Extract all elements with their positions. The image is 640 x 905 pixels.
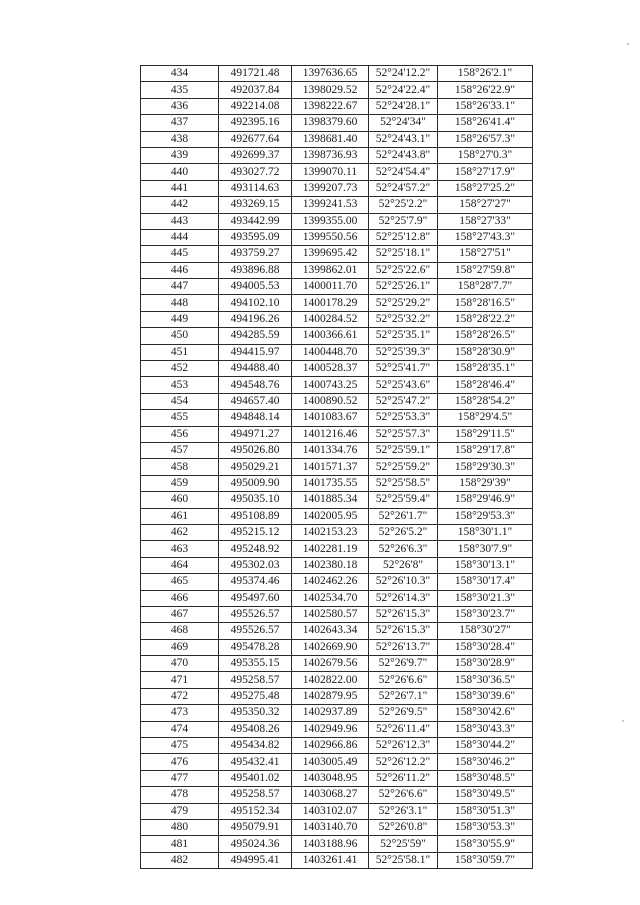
point-number-cell: 464: [141, 557, 219, 573]
latitude-cell: 52°26'0.8": [369, 819, 438, 835]
latitude-cell: 52°26'5.2": [369, 524, 438, 540]
x-coordinate-cell: 494995.41: [219, 852, 292, 868]
table-row: [141, 377, 533, 393]
y-coordinate-cell: 1398029.52: [292, 82, 369, 98]
longitude-cell: 158°27'51": [438, 246, 533, 262]
x-coordinate-cell: 495108.89: [219, 508, 292, 524]
y-coordinate-cell: 1400284.52: [292, 311, 369, 327]
point-number-cell: 448: [141, 295, 219, 311]
table-row: [141, 787, 533, 803]
y-coordinate-cell: 1400448.70: [292, 344, 369, 360]
point-number-cell: 465: [141, 574, 219, 590]
table-row: [141, 197, 533, 213]
y-coordinate-cell: 1400890.52: [292, 393, 369, 409]
point-number-cell: 445: [141, 246, 219, 262]
point-number-cell: 457: [141, 442, 219, 458]
x-coordinate-cell: 495478.28: [219, 639, 292, 655]
y-coordinate-cell: 1401571.37: [292, 459, 369, 475]
coordinates-table: [140, 65, 533, 869]
table-row: [141, 82, 533, 98]
y-coordinate-cell: 1400178.29: [292, 295, 369, 311]
table-row: [141, 115, 533, 131]
y-coordinate-cell: 1399695.42: [292, 246, 369, 262]
table-row: [141, 738, 533, 754]
y-coordinate-cell: 1399207.73: [292, 180, 369, 196]
longitude-cell: 158°30'43.3": [438, 721, 533, 737]
latitude-cell: 52°26'3.1": [369, 803, 438, 819]
point-number-cell: 476: [141, 754, 219, 770]
table-row: [141, 852, 533, 868]
latitude-cell: 52°26'7.1": [369, 688, 438, 704]
y-coordinate-cell: 1401083.67: [292, 410, 369, 426]
y-coordinate-cell: 1402380.18: [292, 557, 369, 573]
table-row: [141, 606, 533, 622]
latitude-cell: 52°26'14.3": [369, 590, 438, 606]
y-coordinate-cell: 1402966.86: [292, 738, 369, 754]
point-number-cell: 468: [141, 623, 219, 639]
y-coordinate-cell: 1399355.00: [292, 213, 369, 229]
latitude-cell: 52°24'43.1": [369, 131, 438, 147]
x-coordinate-cell: 495374.46: [219, 574, 292, 590]
y-coordinate-cell: 1398222.67: [292, 98, 369, 114]
table-row: [141, 672, 533, 688]
latitude-cell: 52°26'15.3": [369, 623, 438, 639]
latitude-cell: 52°26'15.3": [369, 606, 438, 622]
x-coordinate-cell: 494285.59: [219, 328, 292, 344]
y-coordinate-cell: 1403188.96: [292, 836, 369, 852]
point-number-cell: 481: [141, 836, 219, 852]
point-number-cell: 444: [141, 229, 219, 245]
point-number-cell: 467: [141, 606, 219, 622]
latitude-cell: 52°26'13.7": [369, 639, 438, 655]
latitude-cell: 52°25'47.2": [369, 393, 438, 409]
point-number-cell: 453: [141, 377, 219, 393]
longitude-cell: 158°30'49.5": [438, 787, 533, 803]
latitude-cell: 52°24'43.8": [369, 147, 438, 163]
latitude-cell: 52°26'6.6": [369, 672, 438, 688]
longitude-cell: 158°30'23.7": [438, 606, 533, 622]
longitude-cell: 158°27'43.3": [438, 229, 533, 245]
longitude-cell: 158°30'39.6": [438, 688, 533, 704]
x-coordinate-cell: 495526.57: [219, 623, 292, 639]
y-coordinate-cell: 1399862.01: [292, 262, 369, 278]
latitude-cell: 52°25'29.2": [369, 295, 438, 311]
longitude-cell: 158°28'46.4": [438, 377, 533, 393]
point-number-cell: 443: [141, 213, 219, 229]
table-row: [141, 459, 533, 475]
latitude-cell: 52°25'59.2": [369, 459, 438, 475]
point-number-cell: 477: [141, 770, 219, 786]
point-number-cell: 480: [141, 819, 219, 835]
x-coordinate-cell: 493027.72: [219, 164, 292, 180]
y-coordinate-cell: 1401334.76: [292, 442, 369, 458]
latitude-cell: 52°26'9.5": [369, 705, 438, 721]
x-coordinate-cell: 493759.27: [219, 246, 292, 262]
longitude-cell: 158°30'59.7": [438, 852, 533, 868]
y-coordinate-cell: 1403261.41: [292, 852, 369, 868]
point-number-cell: 469: [141, 639, 219, 655]
y-coordinate-cell: 1402153.23: [292, 524, 369, 540]
y-coordinate-cell: 1400528.37: [292, 361, 369, 377]
y-coordinate-cell: 1400743.25: [292, 377, 369, 393]
x-coordinate-cell: 494657.40: [219, 393, 292, 409]
longitude-cell: 158°27'27": [438, 197, 533, 213]
latitude-cell: 52°25'41.7": [369, 361, 438, 377]
longitude-cell: 158°30'17.4": [438, 574, 533, 590]
x-coordinate-cell: 494005.53: [219, 279, 292, 295]
x-coordinate-cell: 494415.97: [219, 344, 292, 360]
x-coordinate-cell: 494488.40: [219, 361, 292, 377]
table-row: [141, 819, 533, 835]
point-number-cell: 478: [141, 787, 219, 803]
y-coordinate-cell: 1399241.53: [292, 197, 369, 213]
latitude-cell: 52°24'57.2": [369, 180, 438, 196]
table-row: [141, 393, 533, 409]
latitude-cell: 52°25'59.4": [369, 492, 438, 508]
y-coordinate-cell: 1402005.95: [292, 508, 369, 524]
table-row: [141, 721, 533, 737]
y-coordinate-cell: 1402949.96: [292, 721, 369, 737]
longitude-cell: 158°30'42.6": [438, 705, 533, 721]
point-number-cell: 458: [141, 459, 219, 475]
table-row: [141, 131, 533, 147]
table-row: [141, 246, 533, 262]
longitude-cell: 158°27'0.3": [438, 147, 533, 163]
table-row: [141, 705, 533, 721]
point-number-cell: 435: [141, 82, 219, 98]
longitude-cell: 158°30'48.5": [438, 770, 533, 786]
table-row: [141, 639, 533, 655]
longitude-cell: 158°28'22.2": [438, 311, 533, 327]
point-number-cell: 459: [141, 475, 219, 491]
x-coordinate-cell: 492677.64: [219, 131, 292, 147]
x-coordinate-cell: 492395.16: [219, 115, 292, 131]
point-number-cell: 454: [141, 393, 219, 409]
latitude-cell: 52°24'22.4": [369, 82, 438, 98]
y-coordinate-cell: 1398736.93: [292, 147, 369, 163]
x-coordinate-cell: 493896.88: [219, 262, 292, 278]
y-coordinate-cell: 1403068.27: [292, 787, 369, 803]
latitude-cell: 52°25'26.1": [369, 279, 438, 295]
table-row: [141, 361, 533, 377]
point-number-cell: 434: [141, 66, 219, 82]
latitude-cell: 52°25'32.2": [369, 311, 438, 327]
latitude-cell: 52°24'34": [369, 115, 438, 131]
y-coordinate-cell: 1403102.07: [292, 803, 369, 819]
y-coordinate-cell: 1403140.70: [292, 819, 369, 835]
latitude-cell: 52°26'10.3": [369, 574, 438, 590]
longitude-cell: 158°27'59.8": [438, 262, 533, 278]
x-coordinate-cell: 495401.02: [219, 770, 292, 786]
latitude-cell: 52°25'35.1": [369, 328, 438, 344]
longitude-cell: 158°28'35.1": [438, 361, 533, 377]
x-coordinate-cell: 495434.82: [219, 738, 292, 754]
point-number-cell: 451: [141, 344, 219, 360]
longitude-cell: 158°28'26.5": [438, 328, 533, 344]
point-number-cell: 449: [141, 311, 219, 327]
x-coordinate-cell: 495302.03: [219, 557, 292, 573]
x-coordinate-cell: 495079.91: [219, 819, 292, 835]
longitude-cell: 158°29'17.8": [438, 442, 533, 458]
table-row: [141, 623, 533, 639]
table-row: [141, 295, 533, 311]
y-coordinate-cell: 1397636.65: [292, 66, 369, 82]
y-coordinate-cell: 1399550.56: [292, 229, 369, 245]
x-coordinate-cell: 494102.10: [219, 295, 292, 311]
latitude-cell: 52°25'12.8": [369, 229, 438, 245]
table-row: [141, 426, 533, 442]
point-number-cell: 441: [141, 180, 219, 196]
longitude-cell: 158°30'13.1": [438, 557, 533, 573]
longitude-cell: 158°30'55.9": [438, 836, 533, 852]
x-coordinate-cell: 495432.41: [219, 754, 292, 770]
y-coordinate-cell: 1399070.11: [292, 164, 369, 180]
point-number-cell: 442: [141, 197, 219, 213]
point-number-cell: 455: [141, 410, 219, 426]
point-number-cell: 440: [141, 164, 219, 180]
longitude-cell: 158°30'1.1": [438, 524, 533, 540]
longitude-cell: 158°30'21.3": [438, 590, 533, 606]
latitude-cell: 52°25'53.3": [369, 410, 438, 426]
table-row: [141, 754, 533, 770]
point-number-cell: 471: [141, 672, 219, 688]
latitude-cell: 52°26'11.4": [369, 721, 438, 737]
longitude-cell: 158°29'53.3": [438, 508, 533, 524]
point-number-cell: 436: [141, 98, 219, 114]
y-coordinate-cell: 1402822.00: [292, 672, 369, 688]
longitude-cell: 158°29'30.3": [438, 459, 533, 475]
longitude-cell: 158°30'53.3": [438, 819, 533, 835]
table-row: [141, 688, 533, 704]
latitude-cell: 52°24'12.2": [369, 66, 438, 82]
point-number-cell: 479: [141, 803, 219, 819]
x-coordinate-cell: 493595.09: [219, 229, 292, 245]
point-number-cell: 446: [141, 262, 219, 278]
latitude-cell: 52°26'11.2": [369, 770, 438, 786]
longitude-cell: 158°30'7.9": [438, 541, 533, 557]
x-coordinate-cell: 495408.26: [219, 721, 292, 737]
latitude-cell: 52°25'18.1": [369, 246, 438, 262]
table-row: [141, 180, 533, 196]
y-coordinate-cell: 1402669.90: [292, 639, 369, 655]
y-coordinate-cell: 1402281.19: [292, 541, 369, 557]
latitude-cell: 52°26'8": [369, 557, 438, 573]
table-row: [141, 492, 533, 508]
point-number-cell: 482: [141, 852, 219, 868]
x-coordinate-cell: 493442.99: [219, 213, 292, 229]
point-number-cell: 437: [141, 115, 219, 131]
longitude-cell: 158°26'57.3": [438, 131, 533, 147]
x-coordinate-cell: 494548.76: [219, 377, 292, 393]
x-coordinate-cell: 495355.15: [219, 656, 292, 672]
point-number-cell: 438: [141, 131, 219, 147]
x-coordinate-cell: 495248.92: [219, 541, 292, 557]
y-coordinate-cell: 1402679.56: [292, 656, 369, 672]
longitude-cell: 158°30'46.2": [438, 754, 533, 770]
x-coordinate-cell: 493114.63: [219, 180, 292, 196]
table-row: [141, 475, 533, 491]
y-coordinate-cell: 1400011.70: [292, 279, 369, 295]
latitude-cell: 52°26'12.2": [369, 754, 438, 770]
x-coordinate-cell: 495009.90: [219, 475, 292, 491]
latitude-cell: 52°25'58.5": [369, 475, 438, 491]
x-coordinate-cell: 495035.10: [219, 492, 292, 508]
table-row: [141, 328, 533, 344]
longitude-cell: 158°30'51.3": [438, 803, 533, 819]
table-row: [141, 524, 533, 540]
latitude-cell: 52°25'59.1": [369, 442, 438, 458]
point-number-cell: 452: [141, 361, 219, 377]
x-coordinate-cell: 495258.57: [219, 787, 292, 803]
table-row: [141, 574, 533, 590]
longitude-cell: 158°30'28.9": [438, 656, 533, 672]
x-coordinate-cell: 495350.32: [219, 705, 292, 721]
table-row: [141, 98, 533, 114]
y-coordinate-cell: 1402534.70: [292, 590, 369, 606]
x-coordinate-cell: 495526.57: [219, 606, 292, 622]
table-row: [141, 770, 533, 786]
coordinates-table-body: [141, 66, 533, 869]
x-coordinate-cell: 495152.34: [219, 803, 292, 819]
point-number-cell: 461: [141, 508, 219, 524]
point-number-cell: 450: [141, 328, 219, 344]
point-number-cell: 439: [141, 147, 219, 163]
scan-speck: [622, 720, 624, 722]
latitude-cell: 52°25'39.3": [369, 344, 438, 360]
longitude-cell: 158°29'39": [438, 475, 533, 491]
point-number-cell: 470: [141, 656, 219, 672]
x-coordinate-cell: 495029.21: [219, 459, 292, 475]
point-number-cell: 474: [141, 721, 219, 737]
point-number-cell: 460: [141, 492, 219, 508]
x-coordinate-cell: 493269.15: [219, 197, 292, 213]
latitude-cell: 52°25'43.6": [369, 377, 438, 393]
longitude-cell: 158°26'2.1": [438, 66, 533, 82]
longitude-cell: 158°27'33": [438, 213, 533, 229]
table-row: [141, 262, 533, 278]
point-number-cell: 475: [141, 738, 219, 754]
x-coordinate-cell: 495258.57: [219, 672, 292, 688]
x-coordinate-cell: 495026.80: [219, 442, 292, 458]
y-coordinate-cell: 1398681.40: [292, 131, 369, 147]
point-number-cell: 472: [141, 688, 219, 704]
point-number-cell: 466: [141, 590, 219, 606]
y-coordinate-cell: 1400366.61: [292, 328, 369, 344]
latitude-cell: 52°25'2.2": [369, 197, 438, 213]
table-row: [141, 147, 533, 163]
longitude-cell: 158°26'41.4": [438, 115, 533, 131]
y-coordinate-cell: 1403005.49: [292, 754, 369, 770]
table-row: [141, 541, 533, 557]
longitude-cell: 158°30'44.2": [438, 738, 533, 754]
longitude-cell: 158°28'30.9": [438, 344, 533, 360]
latitude-cell: 52°25'59": [369, 836, 438, 852]
longitude-cell: 158°26'33.1": [438, 98, 533, 114]
latitude-cell: 52°26'12.3": [369, 738, 438, 754]
longitude-cell: 158°30'36.5": [438, 672, 533, 688]
x-coordinate-cell: 494196.26: [219, 311, 292, 327]
latitude-cell: 52°24'54.4": [369, 164, 438, 180]
x-coordinate-cell: 494971.27: [219, 426, 292, 442]
x-coordinate-cell: 491721.48: [219, 66, 292, 82]
y-coordinate-cell: 1402937.89: [292, 705, 369, 721]
table-row: [141, 164, 533, 180]
table-row: [141, 410, 533, 426]
point-number-cell: 447: [141, 279, 219, 295]
table-row: [141, 590, 533, 606]
table-row: [141, 279, 533, 295]
x-coordinate-cell: 495275.48: [219, 688, 292, 704]
longitude-cell: 158°27'17.9": [438, 164, 533, 180]
table-row: [141, 213, 533, 229]
x-coordinate-cell: 495215.12: [219, 524, 292, 540]
point-number-cell: 473: [141, 705, 219, 721]
longitude-cell: 158°29'11.5": [438, 426, 533, 442]
x-coordinate-cell: 495024.36: [219, 836, 292, 852]
table-row: [141, 508, 533, 524]
x-coordinate-cell: 492214.08: [219, 98, 292, 114]
longitude-cell: 158°29'4.5": [438, 410, 533, 426]
longitude-cell: 158°26'22.9": [438, 82, 533, 98]
table-row: [141, 66, 533, 82]
y-coordinate-cell: 1401885.34: [292, 492, 369, 508]
table-row: [141, 557, 533, 573]
y-coordinate-cell: 1401216.46: [292, 426, 369, 442]
y-coordinate-cell: 1402643.34: [292, 623, 369, 639]
y-coordinate-cell: 1402879.95: [292, 688, 369, 704]
longitude-cell: 158°27'25.2": [438, 180, 533, 196]
point-number-cell: 456: [141, 426, 219, 442]
x-coordinate-cell: 492699.37: [219, 147, 292, 163]
y-coordinate-cell: 1401735.55: [292, 475, 369, 491]
y-coordinate-cell: 1398379.60: [292, 115, 369, 131]
longitude-cell: 158°30'28.4": [438, 639, 533, 655]
longitude-cell: 158°28'16.5": [438, 295, 533, 311]
table-row: [141, 803, 533, 819]
x-coordinate-cell: 492037.84: [219, 82, 292, 98]
latitude-cell: 52°24'28.1": [369, 98, 438, 114]
table-row: [141, 442, 533, 458]
longitude-cell: 158°29'46.9": [438, 492, 533, 508]
latitude-cell: 52°26'1.7": [369, 508, 438, 524]
y-coordinate-cell: 1402580.57: [292, 606, 369, 622]
point-number-cell: 463: [141, 541, 219, 557]
y-coordinate-cell: 1402462.26: [292, 574, 369, 590]
longitude-cell: 158°30'27": [438, 623, 533, 639]
longitude-cell: 158°28'54.2": [438, 393, 533, 409]
scan-speck: [627, 43, 629, 45]
latitude-cell: 52°26'9.7": [369, 656, 438, 672]
point-number-cell: 462: [141, 524, 219, 540]
table-row: [141, 311, 533, 327]
table-row: [141, 656, 533, 672]
latitude-cell: 52°26'6.6": [369, 787, 438, 803]
longitude-cell: 158°28'7.7": [438, 279, 533, 295]
table-row: [141, 344, 533, 360]
x-coordinate-cell: 494848.14: [219, 410, 292, 426]
x-coordinate-cell: 495497.60: [219, 590, 292, 606]
latitude-cell: 52°25'22.6": [369, 262, 438, 278]
latitude-cell: 52°25'7.9": [369, 213, 438, 229]
latitude-cell: 52°25'58.1": [369, 852, 438, 868]
table-row: [141, 836, 533, 852]
table-row: [141, 229, 533, 245]
latitude-cell: 52°26'6.3": [369, 541, 438, 557]
latitude-cell: 52°25'57.3": [369, 426, 438, 442]
y-coordinate-cell: 1403048.95: [292, 770, 369, 786]
